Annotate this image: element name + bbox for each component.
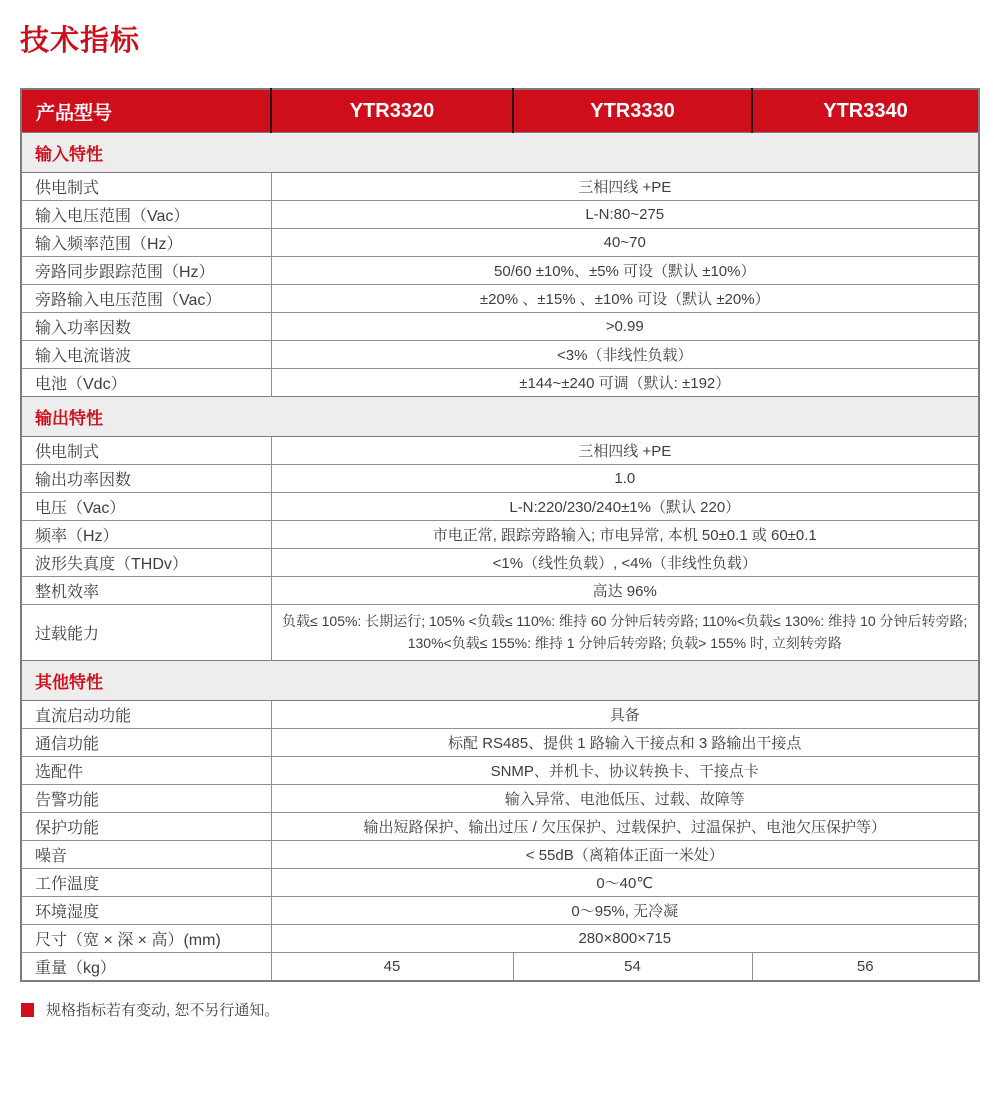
- spec-row: [21, 285, 979, 313]
- spec-row: [21, 577, 979, 605]
- spec-value: 280×800×715: [271, 925, 979, 953]
- spec-row: [21, 229, 979, 257]
- section-header-row-0: [21, 133, 979, 173]
- spec-row: [21, 493, 979, 521]
- spec-row: [21, 341, 979, 369]
- table-header-row: [21, 89, 979, 133]
- spec-label: 电压（Vac）: [21, 493, 271, 521]
- spec-row: [21, 437, 979, 465]
- spec-row: [21, 369, 979, 397]
- spec-value: 50/60 ±10%、±5% 可设（默认 ±10%）: [271, 257, 979, 285]
- spec-value: 市电正常, 跟踪旁路输入; 市电异常, 本机 50±0.1 或 60±0.1: [271, 521, 979, 549]
- spec-label: 供电制式: [21, 437, 271, 465]
- spec-row: [21, 953, 979, 982]
- spec-row: [21, 201, 979, 229]
- spec-row: [21, 869, 979, 897]
- spec-value: 标配 RS485、提供 1 路输入干接点和 3 路输出干接点: [271, 729, 979, 757]
- spec-row: [21, 701, 979, 729]
- spec-value: 三相四线 +PE: [271, 437, 979, 465]
- spec-value: 三相四线 +PE: [271, 173, 979, 201]
- spec-label: 环境湿度: [21, 897, 271, 925]
- spec-label: 频率（Hz）: [21, 521, 271, 549]
- spec-row: [21, 605, 979, 661]
- spec-label: 保护功能: [21, 813, 271, 841]
- header-product-model-label: 产品型号: [21, 89, 271, 133]
- spec-value: >0.99: [271, 313, 979, 341]
- spec-label: 输入电流谐波: [21, 341, 271, 369]
- section-title: 输入特性: [21, 133, 979, 173]
- spec-row: [21, 465, 979, 493]
- header-model-1: YTR3320: [271, 89, 513, 133]
- spec-row: [21, 173, 979, 201]
- spec-label: 过载能力: [21, 605, 271, 661]
- spec-row: [21, 841, 979, 869]
- spec-label: 通信功能: [21, 729, 271, 757]
- spec-value: 高达 96%: [271, 577, 979, 605]
- red-square-bullet-icon: [21, 1003, 34, 1017]
- spec-label: 告警功能: [21, 785, 271, 813]
- spec-row: [21, 925, 979, 953]
- spec-row: [21, 813, 979, 841]
- spec-row: [21, 549, 979, 577]
- spec-value-col-0: 45: [271, 953, 513, 982]
- header-model-2: YTR3330: [513, 89, 752, 133]
- spec-value: < 55dB（离箱体正面一米处）: [271, 841, 979, 869]
- spec-value: <1%（线性负载）, <4%（非线性负载）: [271, 549, 979, 577]
- header-model-3: YTR3340: [752, 89, 979, 133]
- spec-row: [21, 521, 979, 549]
- spec-label: 供电制式: [21, 173, 271, 201]
- footnote-text: 规格指标若有变动, 恕不另行通知。: [46, 1002, 280, 1020]
- spec-value-col-2: 56: [752, 953, 979, 982]
- spec-value: <3%（非线性负载）: [271, 341, 979, 369]
- spec-value: L-N:80~275: [271, 201, 979, 229]
- footnote: [20, 999, 978, 1020]
- spec-label: 直流启动功能: [21, 701, 271, 729]
- spec-label: 输入频率范围（Hz）: [21, 229, 271, 257]
- spec-label: 选配件: [21, 757, 271, 785]
- spec-row: [21, 897, 979, 925]
- spec-label: 噪音: [21, 841, 271, 869]
- spec-label: 电池（Vdc）: [21, 369, 271, 397]
- spec-value: 输入异常、电池低压、过载、故障等: [271, 785, 979, 813]
- spec-value: L-N:220/230/240±1%（默认 220）: [271, 493, 979, 521]
- spec-table: [20, 88, 980, 983]
- spec-label: 波形失真度（THDv）: [21, 549, 271, 577]
- section-header-row-2: [21, 661, 979, 701]
- spec-label: 输入电压范围（Vac）: [21, 201, 271, 229]
- spec-label: 输出功率因数: [21, 465, 271, 493]
- spec-row: [21, 313, 979, 341]
- spec-row: [21, 257, 979, 285]
- spec-value-col-1: 54: [513, 953, 752, 982]
- section-title: 其他特性: [21, 661, 979, 701]
- spec-value: 负载≤ 105%: 长期运行; 105% <负载≤ 110%: 维持 60 分钟后转旁路; 110%<负载≤ 130%: 维持 10 分钟后转旁路; 130%<负载≤ 155%: 维持 1 分钟后转旁路; 负载> 155% 时, 立刻转旁路: [271, 605, 979, 661]
- spec-label: 旁路同步跟踪范围（Hz）: [21, 257, 271, 285]
- spec-row: [21, 729, 979, 757]
- section-title: 输出特性: [21, 397, 979, 437]
- spec-value: 具备: [271, 701, 979, 729]
- spec-value: 1.0: [271, 465, 979, 493]
- spec-value: ±20% 、±15% 、±10% 可设（默认 ±20%）: [271, 285, 979, 313]
- spec-value: 0～40℃: [271, 869, 979, 897]
- spec-label: 重量（kg）: [21, 953, 271, 982]
- spec-value: 0～95%, 无冷凝: [271, 897, 979, 925]
- spec-value: 40~70: [271, 229, 979, 257]
- spec-label: 工作温度: [21, 869, 271, 897]
- spec-value: ±144~±240 可调（默认: ±192）: [271, 369, 979, 397]
- spec-value: 输出短路保护、输出过压 / 欠压保护、过载保护、过温保护、电池欠压保护等）: [271, 813, 979, 841]
- spec-label: 旁路输入电压范围（Vac）: [21, 285, 271, 313]
- spec-row: [21, 757, 979, 785]
- spec-label: 尺寸（宽 × 深 × 高）(mm): [21, 925, 271, 953]
- page-title: 技术指标: [20, 25, 141, 57]
- spec-value: SNMP、并机卡、协议转换卡、干接点卡: [271, 757, 979, 785]
- spec-label: 输入功率因数: [21, 313, 271, 341]
- spec-label: 整机效率: [21, 577, 271, 605]
- spec-row: [21, 785, 979, 813]
- section-header-row-1: [21, 397, 979, 437]
